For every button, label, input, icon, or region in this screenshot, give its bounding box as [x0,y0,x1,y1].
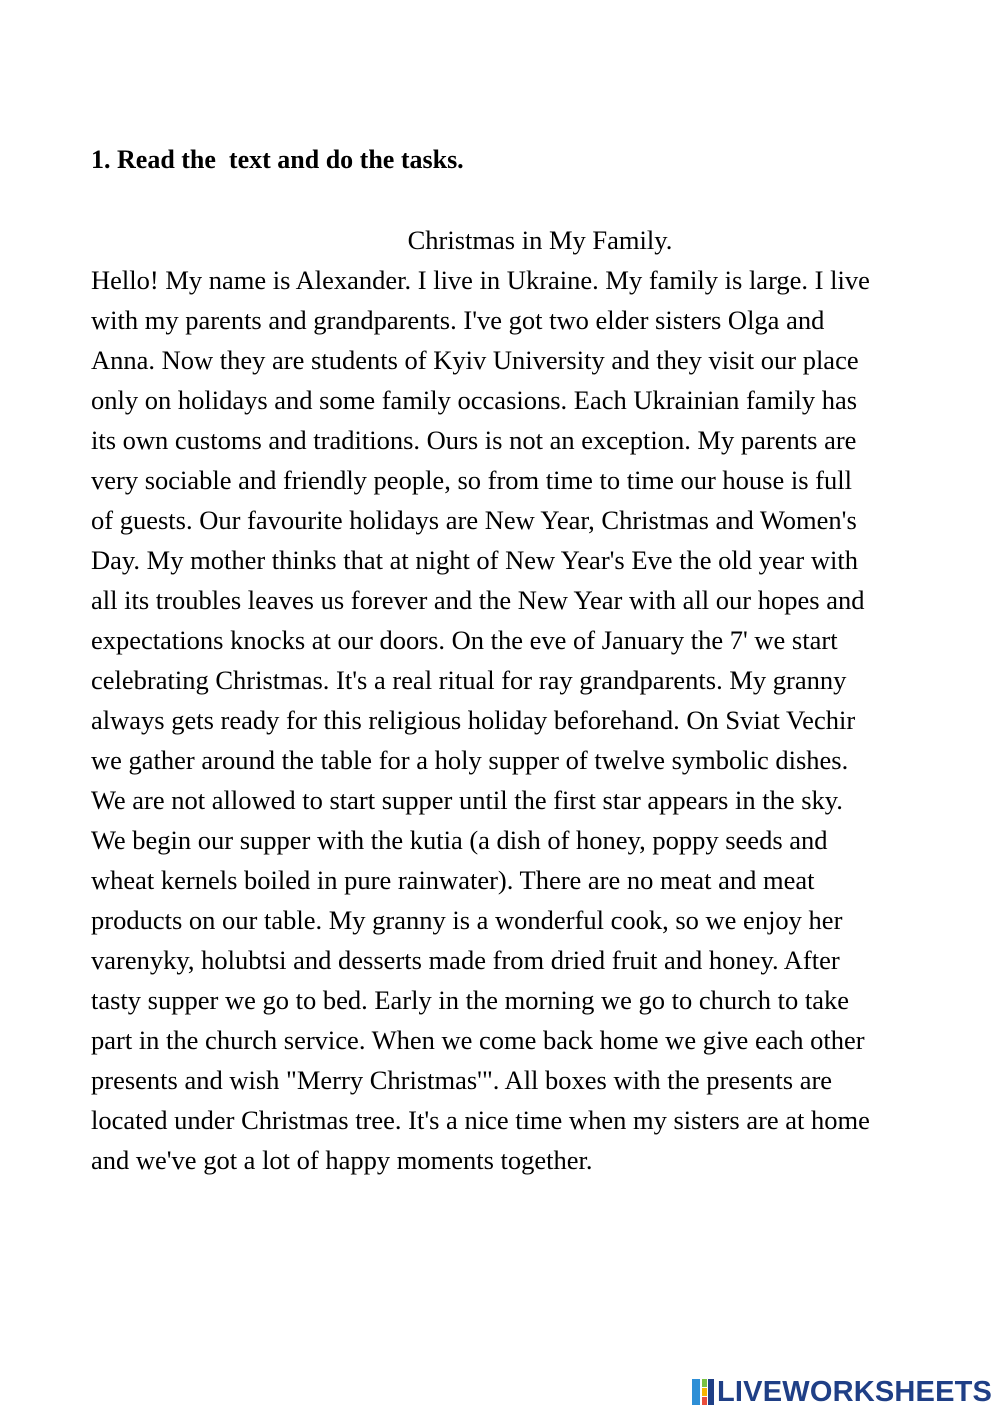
story-line: We are not allowed to start supper until the first star appears in the sky. [91,785,843,815]
story-line: Hello! My name is Alexander. I live in Ukraine. My family is large. I live [91,265,870,295]
story-line: we gather around the table for a holy supper of twelve symbolic dishes. [91,745,849,775]
story-line: of guests. Our favourite holidays are New Year, Christmas and Women's [91,505,857,535]
liveworksheets-logo[interactable] [692,1372,992,1412]
story-line: products on our table. My granny is a wonderful cook, so we enjoy her [91,905,843,935]
story-line: always gets ready for this religious holiday beforehand. On Sviat Vechir [91,705,856,735]
story-body [91,260,991,1180]
story-line: its own customs and traditions. Ours is not an exception. My parents are [91,425,857,455]
story-line: tasty supper we go to bed. Early in the morning we go to church to take [91,985,850,1015]
story-line: presents and wish "Merry Christmas'". All boxes with the presents are [91,1065,833,1095]
story-line: varenyky, holubtsi and desserts made from dried fruit and honey. After [91,945,840,975]
story-line: celebrating Christmas. It's a real ritual for ray grandparents. My granny [91,665,847,695]
story-title: Christmas in My Family. [407,225,673,255]
story-line: with my parents and grandparents. I've got two elder sisters Olga and [91,305,825,335]
story-line: Day. My mother thinks that at night of New Year's Eve the old year with [91,545,858,575]
story-line: We begin our supper with the kutia (a dish of honey, poppy seeds and [91,825,828,855]
liveworksheets-logo-icon [692,1377,714,1407]
story-line: wheat kernels boiled in pure rainwater). There are no meat and meat [91,865,815,895]
task-heading: 1. Read the text and do the tasks. [91,145,464,174]
story-line: only on holidays and some family occasions. Each Ukrainian family has [91,385,858,415]
story-line: located under Christmas tree. It's a nice time when my sisters are at home [91,1105,870,1135]
story-line: Anna. Now they are students of Kyiv University and they visit our place [91,345,859,375]
liveworksheets-logo-text: LIVEWORKSHEETS [717,1375,993,1408]
story-line: very sociable and friendly people, so from time to time our house is full [91,465,852,495]
story-line: expectations knocks at our doors. On the eve of January the 7' we start [91,625,838,655]
story-line: and we've got a lot of happy moments together. [91,1145,593,1175]
story-line: all its troubles leaves us forever and the New Year with all our hopes and [91,585,865,615]
story-line: part in the church service. When we come back home we give each other [91,1025,865,1055]
